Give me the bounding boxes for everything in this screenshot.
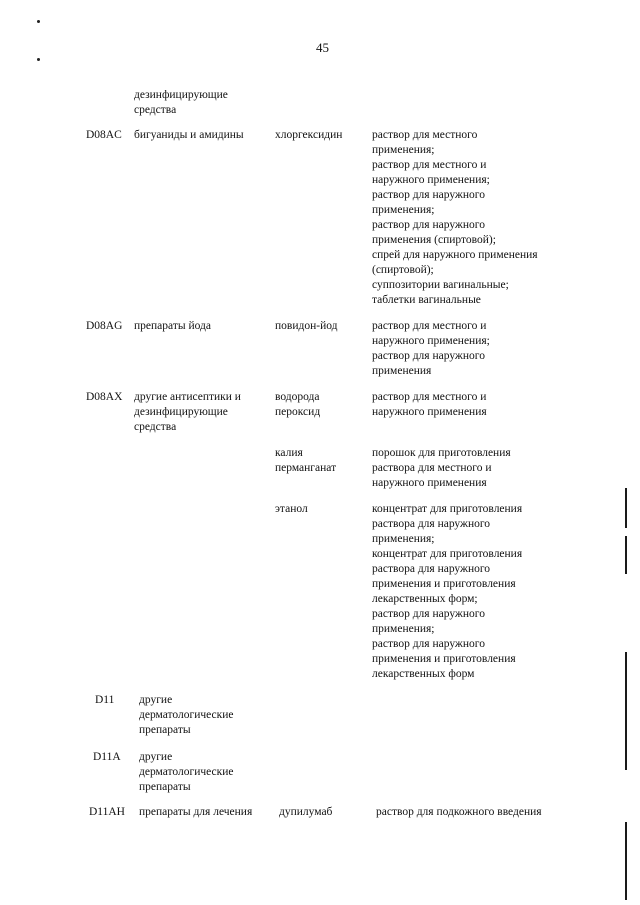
group-name: препараты для лечения: [139, 806, 253, 818]
dosage-form: концентрат для приготовления раствора для наружного применения; концентрат для приготовления раствора для наружного применения и приготовления лекарственных форм; раствор для наружного применения; раствор для наружного применения и приготовления лекарственных форм: [372, 503, 523, 680]
dosage-form: порошок для приготовления раствора для местного и наружного применения: [372, 447, 511, 489]
group-name: дезинфицирующие средства: [134, 89, 228, 116]
inn-name: калия перманганат: [275, 447, 337, 474]
group-name: другие дерматологические препараты: [139, 751, 234, 793]
atc-code: D11: [95, 694, 115, 706]
margin-bar: [625, 652, 627, 770]
scan-dot: [37, 58, 40, 61]
dosage-form: раствор для местного и наружного применения: [372, 391, 487, 418]
page-number: 45: [316, 40, 329, 55]
atc-code: D08AX: [86, 391, 123, 403]
dosage-form: раствор для местного применения; раствор для местного и наружного применения; раствор для наружного применения; раствор для наружного применения (спиртовой); спрей для наружного применения (спиртовой); суппозитории вагинальные; таблетки вагинальные: [372, 129, 538, 306]
inn-name: хлоргексидин: [275, 129, 343, 141]
inn-name: дупилумаб: [279, 806, 333, 818]
atc-code: D08AC: [86, 129, 122, 141]
group-name: препараты йода: [134, 320, 211, 332]
group-name: другие дерматологические препараты: [139, 694, 234, 736]
inn-name: этанол: [275, 503, 308, 515]
scan-dot: [37, 20, 40, 23]
group-name: бигуаниды и амидины: [134, 129, 244, 141]
inn-name: повидон-йод: [275, 320, 338, 332]
margin-bar: [625, 536, 627, 574]
group-name: другие антисептики и дезинфицирующие средства: [134, 391, 241, 433]
atc-code: D11A: [93, 751, 121, 763]
dosage-form: раствор для подкожного введения: [376, 806, 542, 818]
inn-name: водорода пероксид: [275, 391, 321, 418]
atc-code: D11AH: [89, 806, 125, 818]
dosage-form: раствор для местного и наружного применения; раствор для наружного применения: [372, 320, 490, 377]
atc-code: D08AG: [86, 320, 123, 332]
margin-bar: [625, 488, 627, 528]
margin-bar: [625, 822, 627, 900]
